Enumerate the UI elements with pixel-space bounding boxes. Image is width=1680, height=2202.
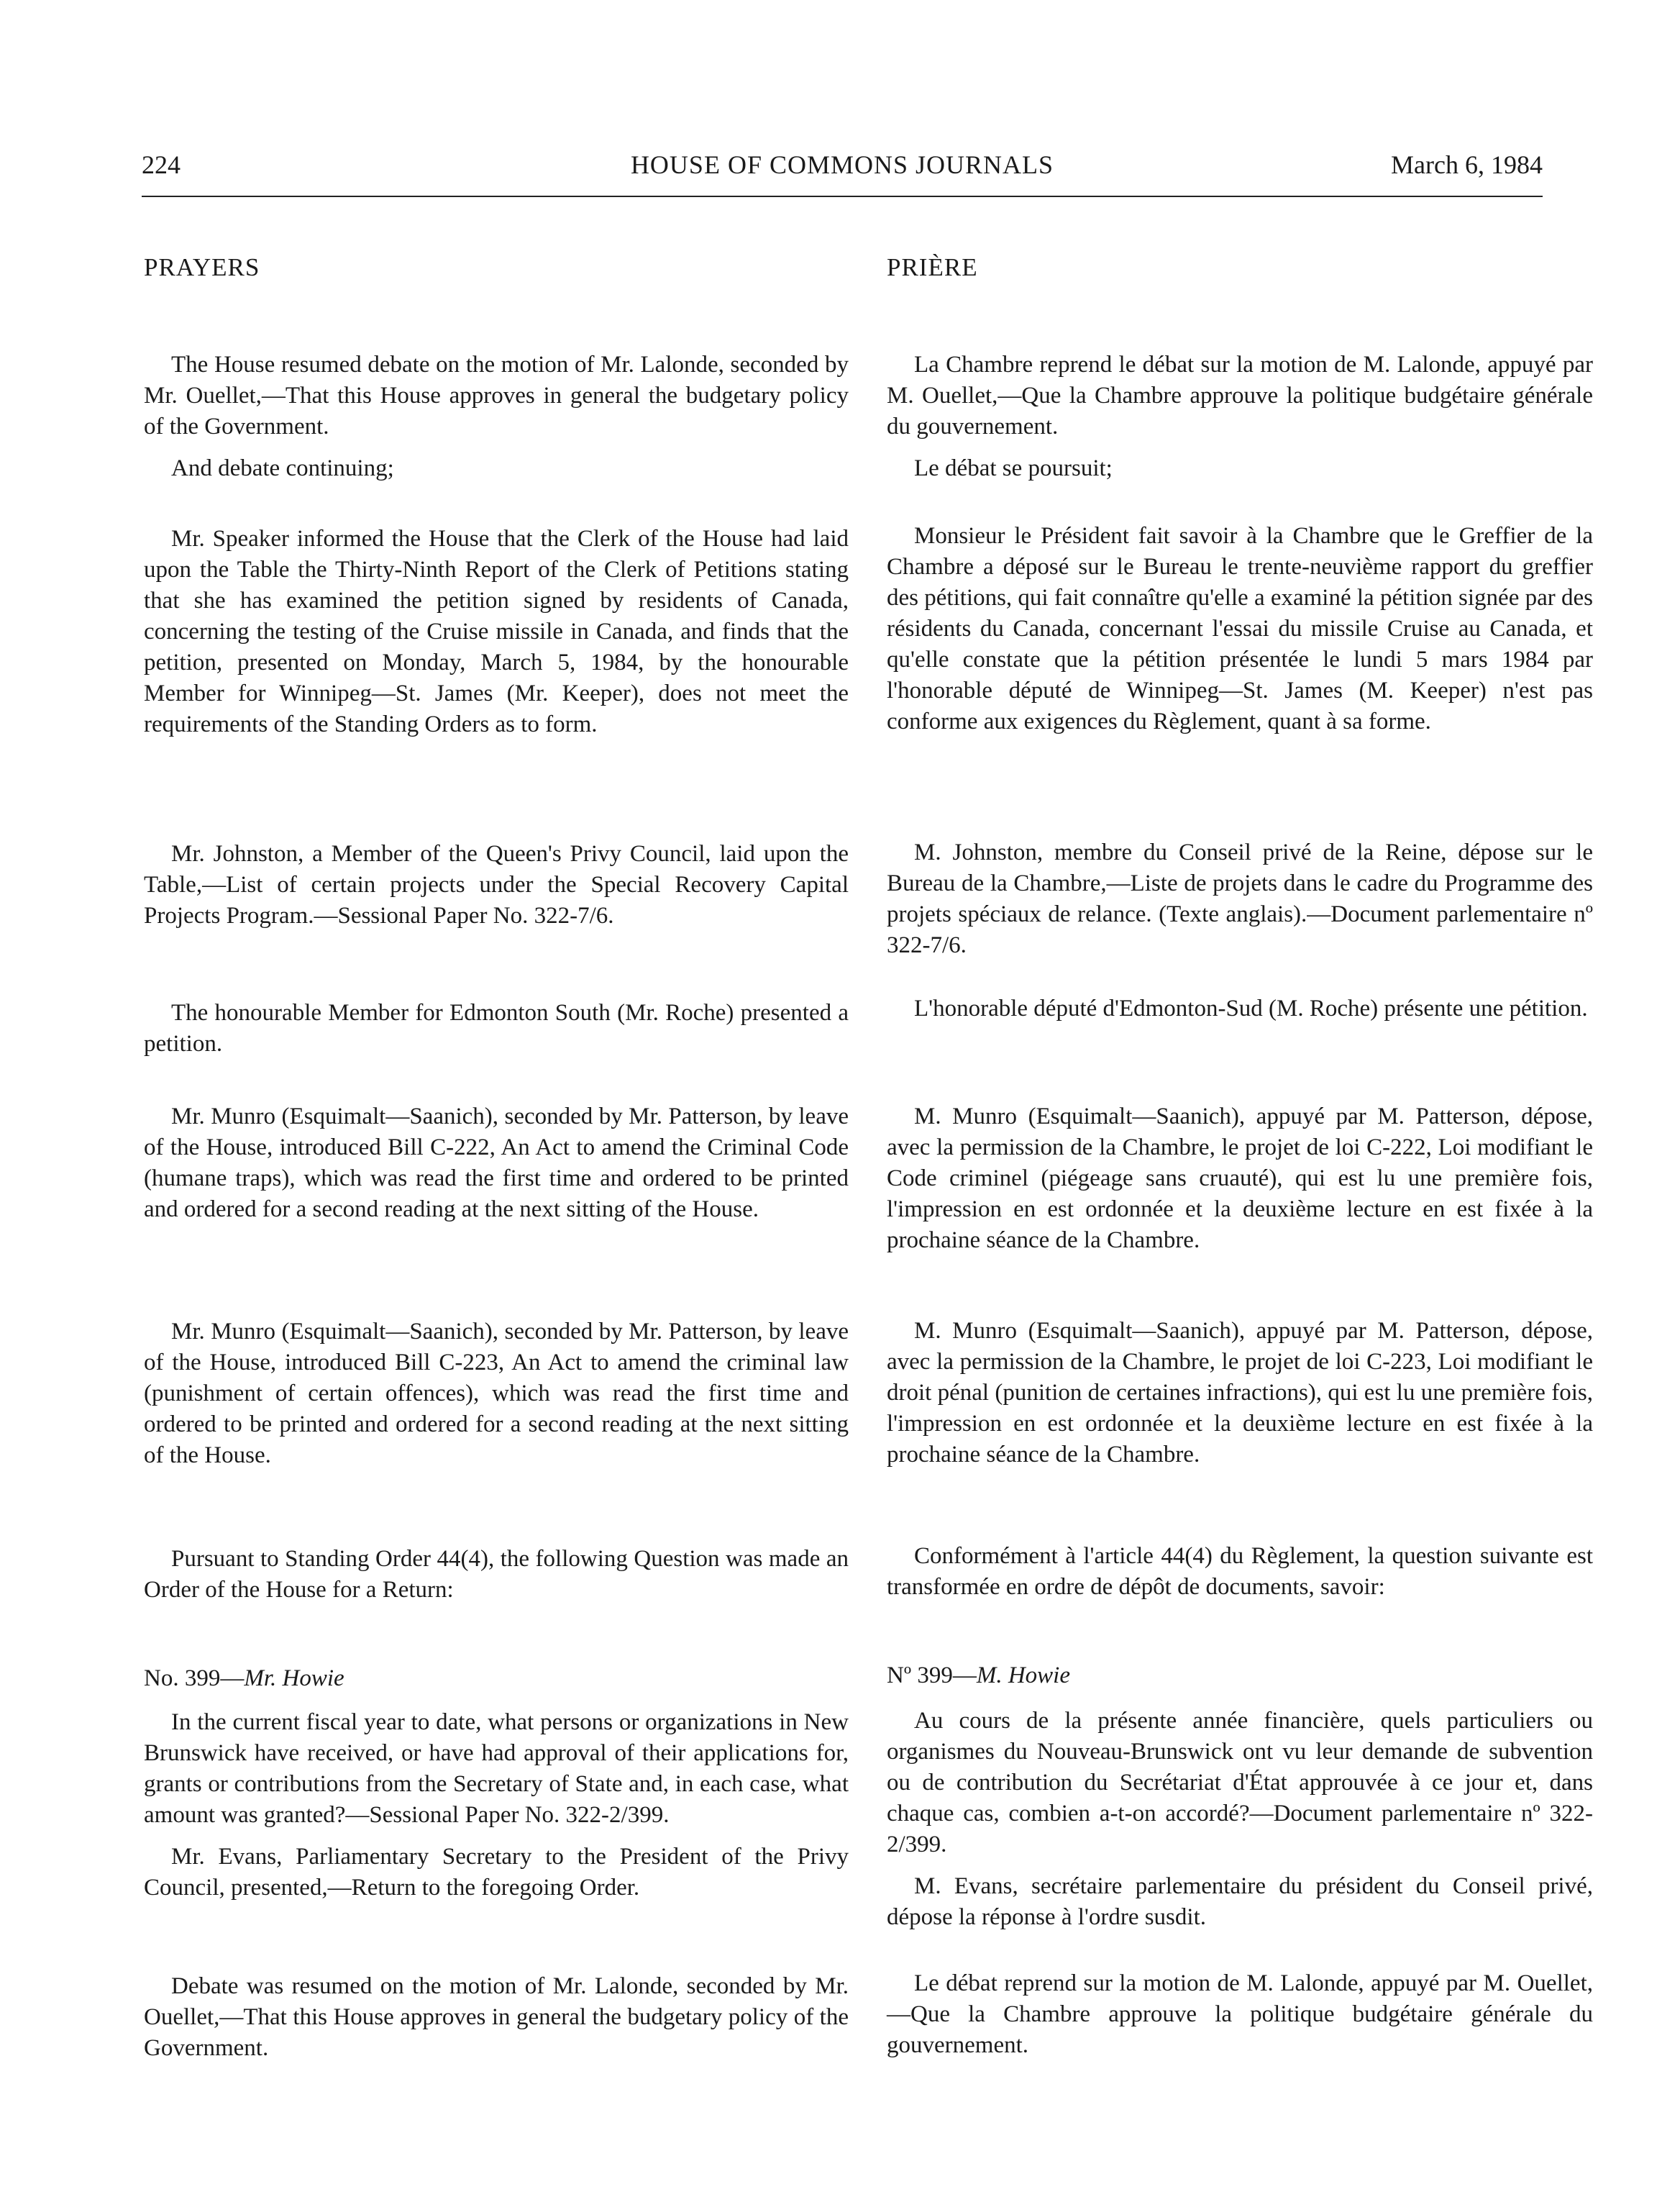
journal-date: March 6, 1984 <box>1391 150 1543 179</box>
resumed-debate-entry <box>144 1971 849 2064</box>
paragraph: Pursuant to Standing Order 44(4), the following Question was made an Order of the House for a Return: <box>144 1546 849 1603</box>
budget-debate-entry <box>887 350 1593 484</box>
petition-entry <box>144 998 849 1060</box>
paragraph: The honourable Member for Edmonton South (Mr. Roche) presented a petition. <box>144 1000 849 1057</box>
paragraph: Mr. Munro (Esquimalt—Saanich), seconded by Mr. Patterson, by leave of the House, introduced Bill C-222, An Act to amend the Criminal Code (humane traps), which was read the first time and ordered to be printed and ordered for a second reading at the next sitting of the House. <box>144 1104 849 1222</box>
petition-report-entry <box>887 521 1593 737</box>
question-member: M. Howie <box>976 1662 1070 1688</box>
bill-c223-entry <box>887 1316 1593 1470</box>
petition-entry <box>887 993 1593 1024</box>
petition-report-entry <box>144 524 849 740</box>
bill-c222-entry <box>144 1101 849 1225</box>
paragraph: Le débat se poursuit; <box>914 455 1113 481</box>
question-text: In the current fiscal year to date, what persons or organizations in New Brunswick have received, or have had approval of their applications for, grants or contributions from the Secretary of State and, in each case, what amount was granted?—Sessional Paper No. 322-2/399. <box>144 1709 849 1828</box>
sessional-paper-entry <box>887 837 1593 961</box>
paragraph: And debate continuing; <box>171 455 394 481</box>
question-entry <box>144 1707 849 1903</box>
paragraph: Le débat reprend sur la motion de M. Lalonde, appuyé par M. Ouellet,—Que la Chambre approuve la politique budgétaire générale du gouvernement. <box>887 1970 1593 2058</box>
paragraph: La Chambre reprend le débat sur la motion de M. Lalonde, appuyé par M. Ouellet,—Que la Chambre approuve la politique budgétaire générale du gouvernement. <box>887 352 1593 440</box>
journal-title: HOUSE OF COMMONS JOURNALS <box>630 150 1054 179</box>
question-text: Au cours de la présente année financière, quels particuliers ou organismes du Nouveau-Brunswick ont vu leur demande de subvention ou de contribution du Secrétariat d'État approuvée à ce jour et, dans chaque cas, combien a-t-on accordé?—Document parlementaire nº 322-2/399. <box>887 1708 1593 1857</box>
question-entry <box>887 1706 1593 1933</box>
paragraph: M. Johnston, membre du Conseil privé de la Reine, dépose sur le Bureau de la Chambre,—Liste de projets dans le cadre du Programme des projets spéciaux de relance. (Texte anglais).—Document parlementaire nº 322-7/6. <box>887 840 1593 958</box>
paragraph: Mr. Johnston, a Member of the Queen's Privy Council, laid upon the Table,—List of certain projects under the Special Recovery Capital Projects Program.—Sessional Paper No. 322-7/6. <box>144 841 849 929</box>
order-for-return-entry <box>144 1544 849 1606</box>
page-number: 224 <box>142 150 181 179</box>
sessional-paper-entry <box>144 839 849 932</box>
paragraph: Mr. Munro (Esquimalt—Saanich), seconded by Mr. Patterson, by leave of the House, introduced Bill C-223, An Act to amend the criminal law (punishment of certain offences), which was read the first time and ordered to be printed and ordered for a second reading at the next sitting of the House. <box>144 1319 849 1468</box>
paragraph: Monsieur le Président fait savoir à la Chambre que le Greffier de la Chambre a déposé sur le Bureau le trente-neuvième rapport du greffier des pétitions, qui fait connaître qu'elle a examiné la pétition signée par des résidents du Canada, concernant l'essai du missile Cruise au Canada, et qu'elle constate que la pétition présentée le lundi 5 mars 1984 par l'honorable député de Winnipeg—St. James (M. Keeper) n'est pas conforme aux exigences du Règlement, quant à sa forme. <box>887 523 1593 734</box>
resumed-debate-entry <box>887 1968 1593 2061</box>
prayers-heading: PRAYERS <box>144 253 260 281</box>
priere-heading: PRIÈRE <box>887 253 978 281</box>
paragraph: Conformément à l'article 44(4) du Règlement, la question suivante est transformée en ordre de dépôt de documents, savoir: <box>887 1543 1593 1600</box>
bill-c222-entry <box>887 1101 1593 1256</box>
return-text: Mr. Evans, Parliamentary Secretary to the President of the Privy Council, presented,—Return to the foregoing Order. <box>144 1844 849 1901</box>
bill-c223-entry <box>144 1316 849 1471</box>
page-header <box>142 150 1543 197</box>
budget-debate-entry <box>144 350 849 484</box>
question-member: Mr. Howie <box>244 1665 344 1691</box>
question-number: Nº 399— <box>887 1662 977 1688</box>
paragraph: Mr. Speaker informed the House that the Clerk of the House had laid upon the Table the Thirty-Ninth Report of the Clerk of Petitions stating that she has examined the petition signed by residents of Canada, concerning the testing of the Cruise missile in Canada, and finds that the petition, presented on Monday, March 5, 1984, by the honourable Member for Winnipeg—St. James (Mr. Keeper), does not meet the requirements of the Standing Orders as to form. <box>144 526 849 737</box>
order-for-return-entry <box>887 1541 1593 1603</box>
paragraph: M. Munro (Esquimalt—Saanich), appuyé par M. Patterson, dépose, avec la permission de la Chambre, le projet de loi C-222, Loi modifiant le Code criminel (piégeage sans cruauté), qui est lu une première fois, l'impression en est ordonnée et la deuxième lecture en est fixée à la prochaine séance de la Chambre. <box>887 1104 1593 1253</box>
question-number: No. 399— <box>144 1665 245 1691</box>
paragraph: L'honorable député d'Edmonton-Sud (M. Roche) présente une pétition. <box>914 996 1588 1022</box>
question-heading <box>887 1662 1070 1689</box>
paragraph: M. Munro (Esquimalt—Saanich), appuyé par M. Patterson, dépose, avec la permission de la Chambre, le projet de loi C-223, Loi modifiant le droit pénal (punition de certaines infractions), qui est lu une première fois, l'impression en est ordonnée et la deuxième lecture en est fixée à la prochaine séance de la Chambre. <box>887 1318 1593 1468</box>
paragraph: The House resumed debate on the motion of Mr. Lalonde, seconded by Mr. Ouellet,—That this House approves in general the budgetary policy of the Government. <box>144 352 849 440</box>
question-heading <box>144 1665 344 1692</box>
return-text: M. Evans, secrétaire parlementaire du président du Conseil privé, dépose la réponse à l'ordre susdit. <box>887 1873 1593 1930</box>
paragraph: Debate was resumed on the motion of Mr. Lalonde, seconded by Mr. Ouellet,—That this House approves in general the budgetary policy of the Government. <box>144 1973 849 2061</box>
